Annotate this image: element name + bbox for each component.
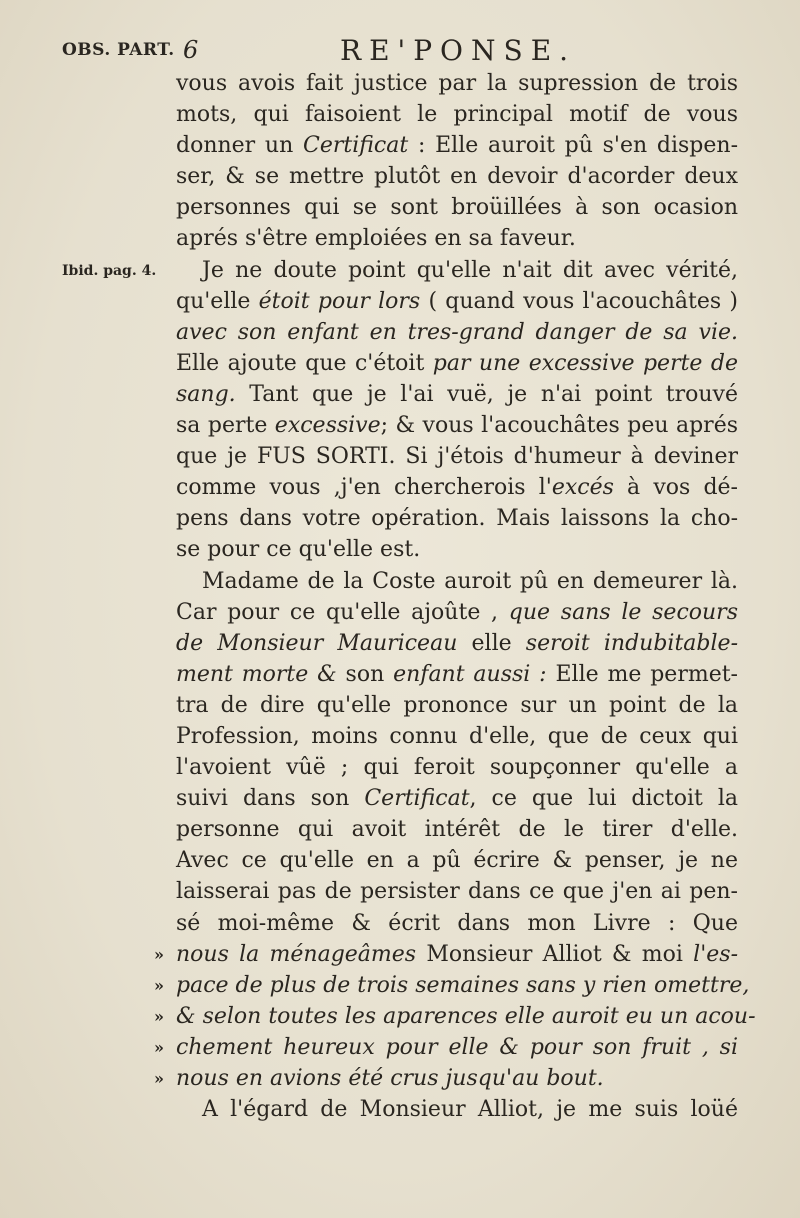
italic-run: enfant aussi : — [393, 661, 547, 687]
text-run: elle — [457, 630, 526, 656]
text-run: que je FUS SORTI. Si j'étois d'humeur à deviner — [176, 444, 738, 470]
text-run: mots, qui faisoient le principal motif de vous — [176, 102, 738, 128]
text-line — [176, 970, 750, 1001]
quote-marker: » — [154, 944, 164, 964]
text-line — [176, 68, 738, 99]
italic-run: de Monsieur Mauriceau — [176, 630, 458, 656]
text-line — [176, 690, 738, 721]
text-run: ser, & se mettre plutôt en devoir d'acorder deux — [176, 164, 738, 190]
text-run: comme vous ,j'en chercherois l' — [176, 475, 552, 501]
body-text — [176, 68, 756, 1125]
text-line — [176, 534, 738, 565]
running-head-left: OBS. PART. — [62, 40, 175, 60]
text-run: Tant que je l'ai vuë, je n'ai point trouvé — [235, 381, 738, 407]
text-line — [176, 99, 738, 130]
text-line — [176, 472, 738, 503]
text-run: suivi dans son — [176, 786, 365, 812]
text-line — [176, 503, 738, 534]
text-run: aprés s'être emploiées en sa faveur. — [176, 226, 576, 252]
text-run: l'avoient vûë ; qui feroit soupçonner qu'elle a — [176, 755, 738, 781]
italic-run: ment morte & — [176, 661, 337, 687]
text-run: Madame de la Coste auroit pû en demeurer là. — [202, 568, 738, 594]
text-line — [176, 379, 738, 410]
italic-run: nous la ménageâmes — [176, 941, 417, 967]
text-run: Car pour ce qu'elle ajoûte , — [176, 599, 509, 625]
text-line — [176, 628, 738, 659]
italic-run: l'es- — [693, 941, 738, 967]
text-line — [176, 752, 738, 783]
text-run: se pour ce qu'elle est. — [176, 537, 421, 563]
quote-marker: » — [154, 1069, 164, 1089]
text-run: laisserai pas de persister dans ce que j'en ai pen- — [176, 879, 738, 905]
text-line — [176, 317, 738, 348]
italic-run: excessive — [274, 413, 381, 439]
italic-run: étoit pour lors — [258, 288, 421, 314]
text-run: A l'égard de Monsieur Alliot, je me suis loüé — [202, 1097, 738, 1123]
quote-marker: » — [154, 1038, 164, 1058]
text-line — [176, 1094, 738, 1125]
text-run: à vos dé- — [613, 475, 738, 501]
text-line — [176, 814, 738, 845]
text-run: pens dans votre opération. Mais laissons la cho- — [176, 506, 738, 532]
page-header — [0, 34, 800, 68]
text-line — [176, 845, 738, 876]
text-line — [176, 255, 738, 286]
italic-run: sang. — [176, 381, 236, 407]
italic-run: seroit indubitable- — [525, 630, 738, 656]
text-run: tra de dire qu'elle prononce sur un point de la — [176, 692, 738, 718]
text-line — [176, 939, 738, 970]
text-line — [176, 410, 738, 441]
italic-run: nous en avions été crus jusqu'au bout. — [176, 1066, 604, 1091]
text-line — [176, 130, 738, 161]
text-run: Je ne doute point qu'elle n'ait dit avec vérité, — [202, 257, 738, 283]
text-line — [176, 161, 738, 192]
italic-run: Certificat — [364, 786, 470, 812]
text-run: Elle me permet- — [546, 661, 738, 687]
quote-marker: » — [154, 1007, 164, 1026]
text-run: Avec ce qu'elle en a pû écrire & penser, je ne — [176, 848, 738, 874]
text-run: , ce que lui dictoit la — [469, 786, 738, 812]
page-number: 6 — [183, 36, 199, 64]
text-run: sé moi-même & écrit dans mon Livre : Que — [176, 910, 738, 936]
italic-run: & selon toutes les aparences elle auroit eu un acou- — [176, 1003, 756, 1029]
text-line — [176, 223, 738, 254]
text-line — [176, 192, 738, 223]
text-line — [176, 597, 738, 628]
text-run: personne qui avoit intérêt de le tirer d'elle. — [176, 817, 738, 843]
text-run: ; & vous l'acouchâtes peu aprés — [380, 413, 739, 439]
text-line — [176, 659, 738, 690]
text-line — [176, 1001, 756, 1032]
text-run: sa perte — [176, 413, 275, 439]
italic-run: que sans le secours — [508, 599, 738, 625]
text-line — [176, 876, 738, 907]
italic-run: Certificat — [303, 133, 409, 159]
text-run: : Elle auroit pû s'en dispen- — [408, 133, 738, 159]
margin-note: Ibid. pag. 4. — [62, 262, 157, 279]
text-line — [176, 1032, 738, 1063]
text-run: personnes qui se sont broüillées à son ocasion — [176, 195, 738, 221]
text-line — [176, 348, 738, 379]
text-run: vous avois fait justice par la supression de trois — [176, 71, 738, 96]
text-run: ( quand vous l'acouchâtes ) — [420, 288, 739, 314]
text-run: Monsieur Alliot & moi — [416, 941, 694, 967]
italic-run: avec son enfant en tres-grand danger de sa vie. — [176, 319, 738, 345]
text-run: Profession, moins connu d'elle, que de ceux qui — [176, 723, 738, 749]
text-line — [176, 286, 738, 317]
text-line — [176, 721, 738, 752]
text-line — [176, 1063, 738, 1094]
italic-run: excés — [551, 475, 614, 501]
text-line — [176, 566, 738, 597]
italic-run: chement heureux pour elle & pour son fruit , si — [176, 1034, 738, 1060]
text-run: son — [336, 661, 394, 687]
text-line — [176, 783, 738, 814]
italic-run: pace de plus de trois semaines sans y rien omettre, — [176, 972, 750, 998]
text-line — [176, 441, 738, 472]
quote-marker: » — [154, 975, 164, 995]
text-line — [176, 908, 738, 939]
text-run: Elle ajoute que c'étoit — [176, 350, 433, 376]
running-title: RE'PONSE. — [340, 34, 577, 67]
text-run: qu'elle — [176, 288, 259, 314]
text-run: donner un — [176, 133, 304, 159]
italic-run: par une excessive perte de — [432, 350, 738, 376]
